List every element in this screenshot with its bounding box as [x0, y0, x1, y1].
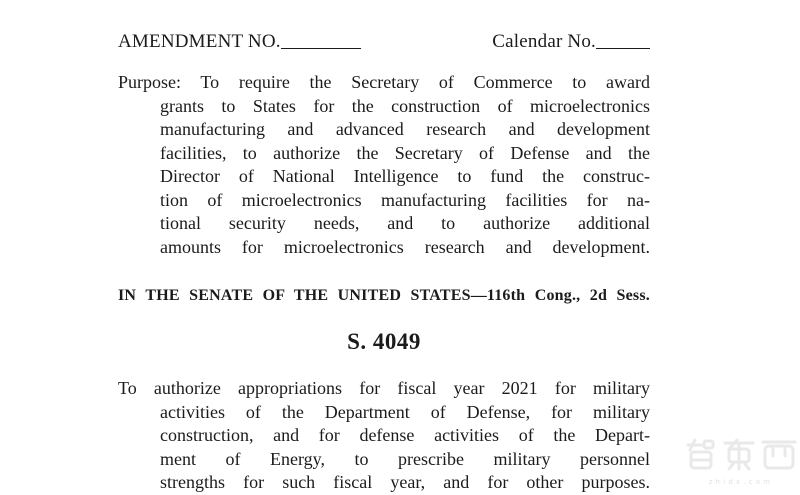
bill-number: S. 4049: [347, 329, 421, 354]
amendment-no-blank: [281, 48, 361, 49]
purpose-paragraph: [118, 71, 650, 259]
calendar-no-label: Calendar No.: [492, 31, 596, 52]
purpose-line: tional security needs, and to authorize additional: [160, 213, 650, 233]
amendment-no-field: [118, 30, 361, 54]
calendar-no-blank: [596, 48, 650, 49]
watermark-zhidx: [684, 438, 798, 486]
document-header: [118, 30, 650, 54]
purpose-line: facilities, to authorize the Secretary of Defense and the: [160, 142, 650, 163]
amendment-no-label: AMENDMENT NO.: [118, 31, 281, 52]
long-title-line: strengths for such fiscal year, and for other purposes.: [160, 472, 650, 492]
long-title-line: ment of Energy, to prescribe military personnel: [160, 448, 650, 469]
purpose-line: Purpose: To require the Secretary of Commerce to award: [118, 72, 650, 92]
watermark-domain-text: zhidx.com: [708, 478, 774, 486]
purpose-line: grants to States for the construction of microelectronics: [160, 95, 650, 116]
purpose-line: manufacturing and advanced research and development: [160, 119, 650, 139]
calendar-no-field: [492, 30, 650, 54]
text-column: [118, 0, 650, 495]
purpose-line: amounts for microelectronics research and development.: [160, 236, 650, 257]
purpose-line: Director of National Intelligence to fund the construc-: [160, 166, 650, 186]
long-title-line: activities of the Department of Defense, for military: [160, 401, 650, 422]
long-title-line: construction, and for defense activities of the Depart-: [160, 425, 650, 445]
long-title-line: To authorize appropriations for fiscal year 2021 for military: [118, 378, 650, 398]
zhidx-logo-icon: [685, 438, 797, 472]
session-heading: IN THE SENATE OF THE UNITED STATES—116th Cong., 2d Sess.: [118, 287, 650, 304]
purpose-line: tion of microelectronics manufacturing facilities for na-: [160, 189, 650, 210]
long-title-paragraph: [118, 377, 650, 495]
